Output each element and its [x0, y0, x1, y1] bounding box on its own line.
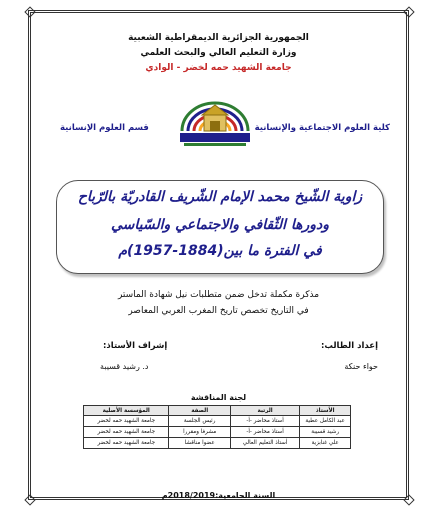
university-logo: [174, 91, 256, 149]
header-name: الأستاذ: [300, 406, 351, 416]
member-institution: جامعة الشهيد حمه لخضر: [84, 416, 169, 427]
member-institution: جامعة الشهيد حمه لخضر: [84, 427, 169, 438]
committee-title: لجنة المناقشة: [190, 393, 247, 402]
header-role: الصفة: [169, 406, 230, 416]
university-name: جامعة الشهيد حمه لخضر - الوادي: [145, 63, 292, 73]
member-institution: جامعة الشهيد حمه لخضر: [84, 438, 169, 449]
header-institution: المؤسسة الأصلية: [84, 406, 169, 416]
ministry-name: وزارة التعليم العالي والبحث العلمي: [140, 48, 297, 58]
table-header-row: [84, 406, 351, 416]
member-role: مشرفا ومقررا: [169, 427, 230, 438]
member-rank: أستاذ محاضر -أ-: [230, 427, 299, 438]
table-row: [84, 416, 351, 427]
supervisor-label: إشراف الأستاذ:: [103, 341, 168, 351]
table-row: [84, 427, 351, 438]
header-rank: الرتبة: [230, 406, 299, 416]
student-label: إعداد الطالب:: [320, 341, 378, 351]
student-name: حواء حنكة: [344, 362, 378, 371]
degree-statement: مذكرة مكملة تدخل ضمن متطلبات نيل شهادة الماستر: [117, 290, 320, 300]
member-rank: أستاذ محاضر -أ-: [230, 416, 299, 427]
thesis-title-box: [56, 180, 384, 274]
table-row: [84, 438, 351, 449]
member-role: عضوا مناقشا: [169, 438, 230, 449]
republic-name: الجمهورية الجزائرية الديمقراطية الشعبية: [128, 33, 309, 43]
member-name: عبد الكامل عطية: [300, 416, 351, 427]
member-role: رئيس الجلسة: [169, 416, 230, 427]
corner-ornament: [24, 6, 34, 16]
committee-table: [83, 405, 351, 449]
member-name: علي غنابزية: [300, 438, 351, 449]
supervisor-name: د. رشيد قسيبة: [100, 362, 149, 371]
specialization-statement: في التاريخ تخصص تاريخ المغرب العربي المعاصر: [128, 306, 309, 316]
faculty-name: كلية العلوم الاجتماعية والإنسانية: [254, 123, 390, 133]
academic-year: السنة الجامعية:2018/2019م: [161, 491, 276, 500]
thesis-title-line: في الفترة ما بين(1884-1957)م: [118, 243, 322, 259]
thesis-title-line: زاوية الشّيخ محمد الإمام الشّريف القادريّة بالرّباح: [77, 189, 363, 205]
thesis-title-line: ودورها الثّقافي والاجتماعي والسّياسي: [110, 217, 330, 233]
department-name: قسم العلوم الإنسانية: [60, 123, 149, 133]
member-rank: أستاذ التعليم العالي: [230, 438, 299, 449]
corner-ornament: [403, 6, 413, 16]
member-name: رشيد قسيبة: [300, 427, 351, 438]
